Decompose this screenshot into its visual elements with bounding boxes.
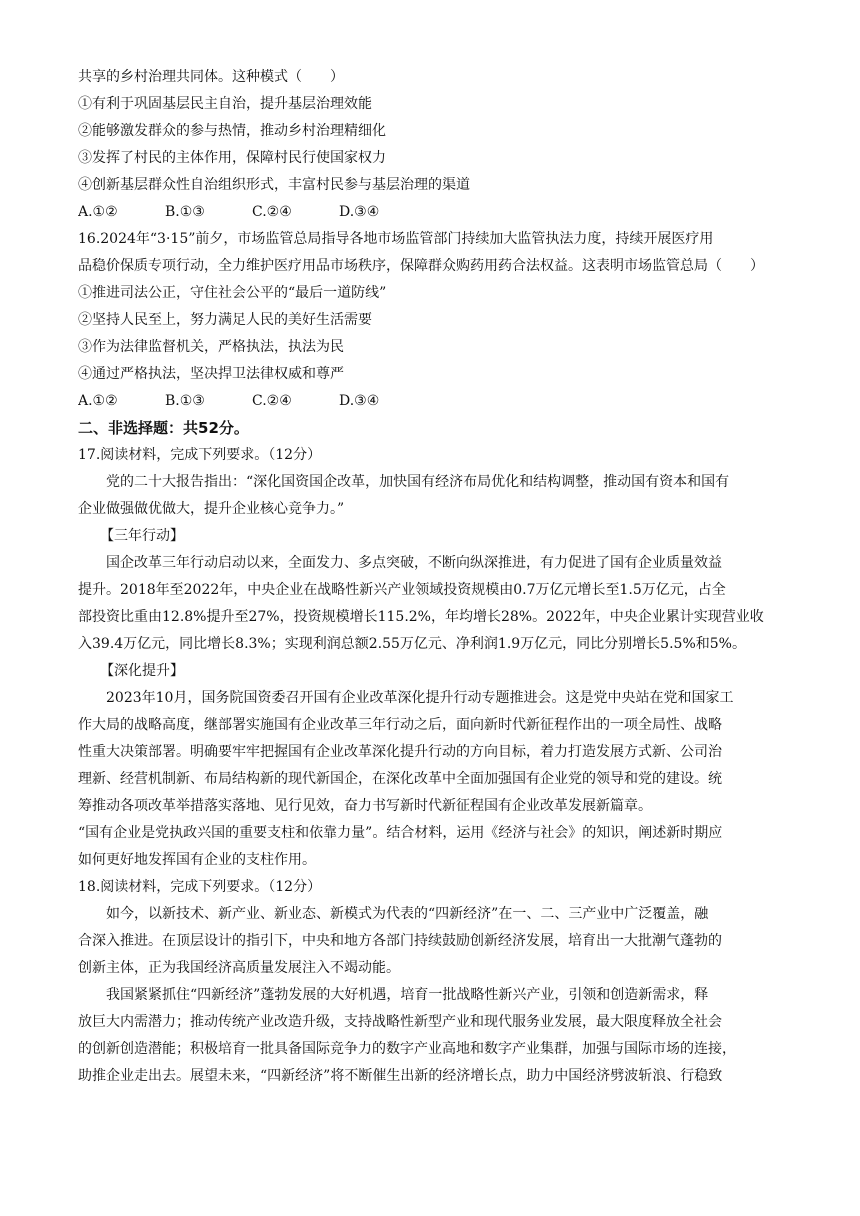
q18-para2-line-4: 助推企业走出去。展望未来，“四新经济”将不断催生出新的经济增长点，助力中国经济劈波斩浪、行稳致 — [78, 1068, 723, 1084]
q17-para2-line-2: 作大局的战略高度，继部署实施国有企业改革三年行动之后，面向新时代新征程作出的一项全局性、战略 — [78, 717, 722, 733]
q17-para2-line-1: 2023年10月，国务院国资委召开国有企业改革深化提升行动专题推进会。这是党中央站在党和国家工 — [106, 690, 734, 706]
q17-question-line-2: 如何更好地发挥国有企业的支柱作用。 — [78, 852, 316, 868]
q18-para1-line-1: 如今，以新技术、新产业、新业态、新模式为代表的“四新经济”在一、二、三产业中广泛覆盖，融 — [106, 906, 709, 922]
q15-option-b: B.①③ — [165, 204, 205, 220]
q16-stem-line-1: 16.2024年“3·15”前夕，市场监管总局指导各地市场监管部门持续加大监管执法力度，持续开展医疗用 — [78, 231, 714, 247]
q17-para2-line-5: 筹推动各项改革举措落实落地、见行见效，奋力书写新时代新征程国有企业改革发展新篇章。 — [78, 798, 652, 814]
q17-question-line-1: “国有企业是党执政兴国的重要支柱和依靠力量”。结合材料，运用《经济与社会》的知识，阐述新时期应 — [78, 825, 723, 841]
q18-title: 18.阅读材料，完成下列要求。（12分） — [78, 879, 322, 895]
q15-statement-1: ①有利于巩固基层民主自治，提升基层治理效能 — [78, 96, 372, 112]
q15-statement-3: ③发挥了村民的主体作用，保障村民行使国家权力 — [78, 150, 386, 166]
question-15 — [78, 64, 788, 226]
q17-para1-line-1: 国企改革三年行动启动以来，全面发力、多点突破，不断向纵深推进，有力促进了国有企业质量效益 — [106, 555, 722, 571]
q17-para2-line-4: 理新、经营机制新、布局结构新的现代新国企，在深化改革中全面加强国有企业党的领导和党的建设。统 — [78, 771, 722, 787]
q17-intro-line-2: 企业做强做优做大，提升企业核心竞争力。” — [78, 501, 345, 517]
q16-option-b: B.①③ — [165, 393, 205, 409]
q15-option-d: D.③④ — [339, 204, 380, 220]
question-17 — [78, 442, 788, 874]
q18-para1-line-2: 合深入推进。在顶层设计的指引下，中央和地方各部门持续鼓励创新经济发展，培育出一大批潮气蓬勃的 — [78, 933, 722, 949]
q17-para1-line-2: 提升。2018年至2022年，中央企业在战略性新兴产业领域投资规模由0.7万亿元增长至1.5万亿元，占全 — [78, 582, 726, 598]
q15-statement-2: ②能够激发群众的参与热情，推动乡村治理精细化 — [78, 123, 386, 139]
q15-statement-4: ④创新基层群众性自治组织形式，丰富村民参与基层治理的渠道 — [78, 177, 470, 193]
q18-para1-line-3: 创新主体，正为我国经济高质量发展注入不竭动能。 — [78, 960, 400, 976]
q17-title: 17.阅读材料，完成下列要求。（12分） — [78, 447, 322, 463]
question-18 — [78, 874, 788, 1090]
section-2-heading: 二、非选择题：共52分。 — [78, 419, 249, 437]
question-16 — [78, 226, 788, 415]
q16-statement-2: ②坚持人民至上，努力满足人民的美好生活需要 — [78, 312, 372, 328]
q18-para2-line-1: 我国紧紧抓住“四新经济”蓬勃发展的大好机遇，培育一批战略性新兴产业，引领和创造新需求，释 — [106, 987, 709, 1003]
q17-para1-line-4: 入39.4万亿元，同比增长8.3%；实现利润总额2.55万亿元、净利润1.9万亿元，同比分别增长5.5%和5%。 — [78, 636, 746, 652]
q15-option-a: A.①② — [78, 204, 118, 220]
q16-statement-1: ①推进司法公正，守住社会公平的“最后一道防线” — [78, 285, 387, 301]
q17-tag-three-year-action: 【三年行动】 — [100, 528, 184, 544]
q16-option-d: D.③④ — [339, 393, 380, 409]
q17-tag-deepening: 【深化提升】 — [100, 663, 184, 679]
q15-option-c: C.②④ — [252, 204, 292, 220]
page-content — [78, 64, 788, 1090]
q17-para2-line-3: 性重大决策部署。明确要牢牢把握国有企业改革深化提升行动的方向目标，着力打造发展方式新、公司治 — [78, 744, 722, 760]
q16-statement-4: ④通过严格执法，坚决捍卫法律权威和尊严 — [78, 366, 344, 382]
q15-options — [78, 199, 788, 226]
q16-option-a: A.①② — [78, 393, 118, 409]
q15-stem: 共享的乡村治理共同体。这种模式（ ） — [78, 69, 344, 85]
q18-para2-line-3: 的创新创造潜能；积极培育一批具备国际竞争力的数字产业高地和数字产业集群，加强与国际市场的连接， — [78, 1041, 736, 1057]
q16-stem-line-2: 品稳价保质专项行动，全力维护医疗用品市场秩序，保障群众购药用药合法权益。这表明市场监管总局（ ） — [78, 258, 764, 274]
q18-para2-line-2: 放巨大内需潜力；推动传统产业改造升级，支持战略性新型产业和现代服务业发展，最大限度释放全社会 — [78, 1014, 722, 1030]
q17-intro-line-1: 党的二十大报告指出：“深化国资国企改革，加快国有经济布局优化和结构调整，推动国有资本和国有 — [106, 474, 730, 490]
q16-options — [78, 388, 788, 415]
q17-para1-line-3: 部投资比重由12.8%提升至27%，投资规模增长115.2%，年均增长28%。2022年，中央企业累计实现营业收 — [78, 609, 764, 625]
q16-statement-3: ③作为法律监督机关，严格执法，执法为民 — [78, 339, 344, 355]
q16-option-c: C.②④ — [252, 393, 292, 409]
